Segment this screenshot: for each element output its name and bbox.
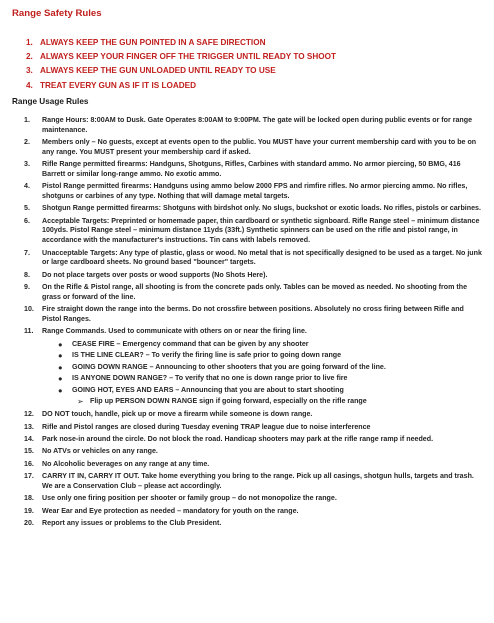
range-commands-list: [42, 339, 484, 397]
usage-rule: 6. Acceptable Targets: Preprinted or homemade paper, thin cardboard or synthetic signboard. Rifle Range steel – minimum distance 100yds. Pistol Range steel – minimum distance 11yds (33ft.) Synthetic spinners can be used on the rifle and pistol range, in accordance with the manufacturer's instructions. Tin cans with labels removed.: [24, 216, 480, 245]
bullet-icon: ●: [58, 362, 63, 372]
arrow-bullet-icon: ➢: [77, 397, 84, 407]
bullet-icon: ●: [58, 351, 63, 361]
bullet-icon: ●: [58, 374, 63, 384]
usage-rule: 17. CARRY IT IN, CARRY IT OUT. Take home everything you bring to the range. Pick up all casings, shotgun hulls, targets and trash. We are a Conservation Club – please act accordingly.: [24, 472, 474, 490]
usage-rule: 10. Fire straight down the range into the berms. Do not crossfire between positions. Absolutely no cross firing between Rifle and Pistol Ranges.: [24, 305, 464, 323]
usage-rule: 1. Range Hours: 8:00AM to Dusk. Gate Operates 8:00AM to 9:00PM. The gate will be locked open during public events or for range maintenance.: [24, 116, 473, 134]
usage-rule: 16. No Alcoholic beverages on any range at any time.: [24, 459, 210, 468]
usage-rule: 12. DO NOT touch, handle, pick up or move a firearm while someone is down range.: [24, 410, 313, 419]
range-command: ● GOING DOWN RANGE – Announcing to other shooters that you are going forward of the line.: [58, 362, 386, 372]
range-command: ● IS THE LINE CLEAR? – To verify the firing line is safe prior to going down range: [58, 351, 342, 361]
usage-rule: 18. Use only one firing position per shooter or family group – do not monopolize the range.: [24, 494, 337, 503]
safety-rule: 4. TREAT EVERY GUN AS IF IT IS LOADED: [26, 80, 197, 90]
safety-rule: 2. ALWAYS KEEP YOUR FINGER OFF THE TRIGGER UNTIL READY TO SHOOT: [26, 52, 336, 62]
section-heading-usage: Range Usage Rules: [12, 97, 89, 106]
usage-rule: 7. Unacceptable Targets: Any type of plastic, glass or wood. No metal that is not specifically designed to be used as a target. No junk or large cardboard sheets. No ground based "bouncer" targets.: [24, 248, 482, 267]
usage-rule: 4. Pistol Range permitted firearms: Handguns using ammo below 2000 FPS and rimfire rifles. No armor piercing ammo. No rifles, shotguns or carbines of any type. Nothing that will damage metal targets.: [24, 182, 468, 200]
range-command: ● GOING HOT, EYES AND EARS – Announcing that you are about to start shooting: [58, 385, 344, 395]
safety-rule: 1. ALWAYS KEEP THE GUN POINTED IN A SAFE DIRECTION: [26, 38, 266, 47]
usage-rule: 9. On the Rifle & Pistol range, all shooting is from the concrete pads only. Tables can be moved as needed. No shooting from the grass or forward of the line.: [24, 283, 468, 301]
bullet-icon: ●: [58, 385, 63, 395]
range-command-subitem: ➢ Flip up PERSON DOWN RANGE sign if going forward, especially on the rifle range: [77, 397, 367, 407]
usage-rule: 5. Shotgun Range permitted firearms: Shotguns with birdshot only. No slugs, buckshot or exotic loads. No rifles, pistols or carbines.: [24, 204, 481, 213]
range-command: ● CEASE FIRE – Emergency command that can be given by any shooter: [58, 339, 309, 349]
usage-rule: 14. Park nose-in around the circle. Do not block the road. Handicap shooters may park at the rifle range ramp if needed.: [24, 434, 434, 443]
safety-rules-list: [26, 36, 476, 93]
usage-rule: 2. Members only – No guests, except at events open to the public. You MUST have your current membership card with you to be on any range. You MUST present your membership card if asked.: [24, 138, 477, 156]
usage-rule: 15. No ATVs or vehicles on any range.: [24, 447, 158, 456]
page-title: Range Safety Rules: [12, 8, 102, 19]
usage-rule: 8. Do not place targets over posts or wood supports (No Shots Here).: [24, 270, 268, 279]
usage-rule-range-commands: 11. Range Commands. Used to communicate with others on or near the firing line. ● CEASE FIRE – Emergency command that can be given by any shooter ● IS THE LINE CLEAR? – To verify the firing line is safe prior to going down range ● GOING DOWN RANGE – Announcing to other shooters that you are going forward of the line. ● IS ANYONE DOWN RANGE? – To verify that no one is down range prior to live fire ● GOING HOT, EYES AND EARS – Announcing that you are about to start shooting ➢ Flip up PERSON DOWN RANGE sign if going forward, especially on the rifle range: [24, 327, 484, 407]
safety-rule: 3. ALWAYS KEEP THE GUN UNLOADED UNTIL READY TO USE: [26, 66, 276, 76]
usage-rule: 13. Rifle and Pistol ranges are closed during Tuesday evening TRAP league due to noise interference: [24, 422, 371, 431]
range-command: ● IS ANYONE DOWN RANGE? – To verify that no one is down range prior to live fire: [58, 374, 348, 384]
bullet-icon: ●: [58, 339, 63, 349]
usage-rules-list: [24, 116, 484, 531]
usage-rule: 3. Rifle Range permitted firearms: Handguns, Shotguns, Rifles, Carbines with standard ammo. No armor piercing, 50 BMG, 416 Barrett or similar long-range ammo. No exotic ammo.: [24, 160, 461, 178]
usage-rule: 19. Wear Ear and Eye protection as needed – mandatory for youth on the range.: [24, 506, 299, 515]
usage-rule: 20. Report any issues or problems to the Club President.: [24, 518, 222, 527]
